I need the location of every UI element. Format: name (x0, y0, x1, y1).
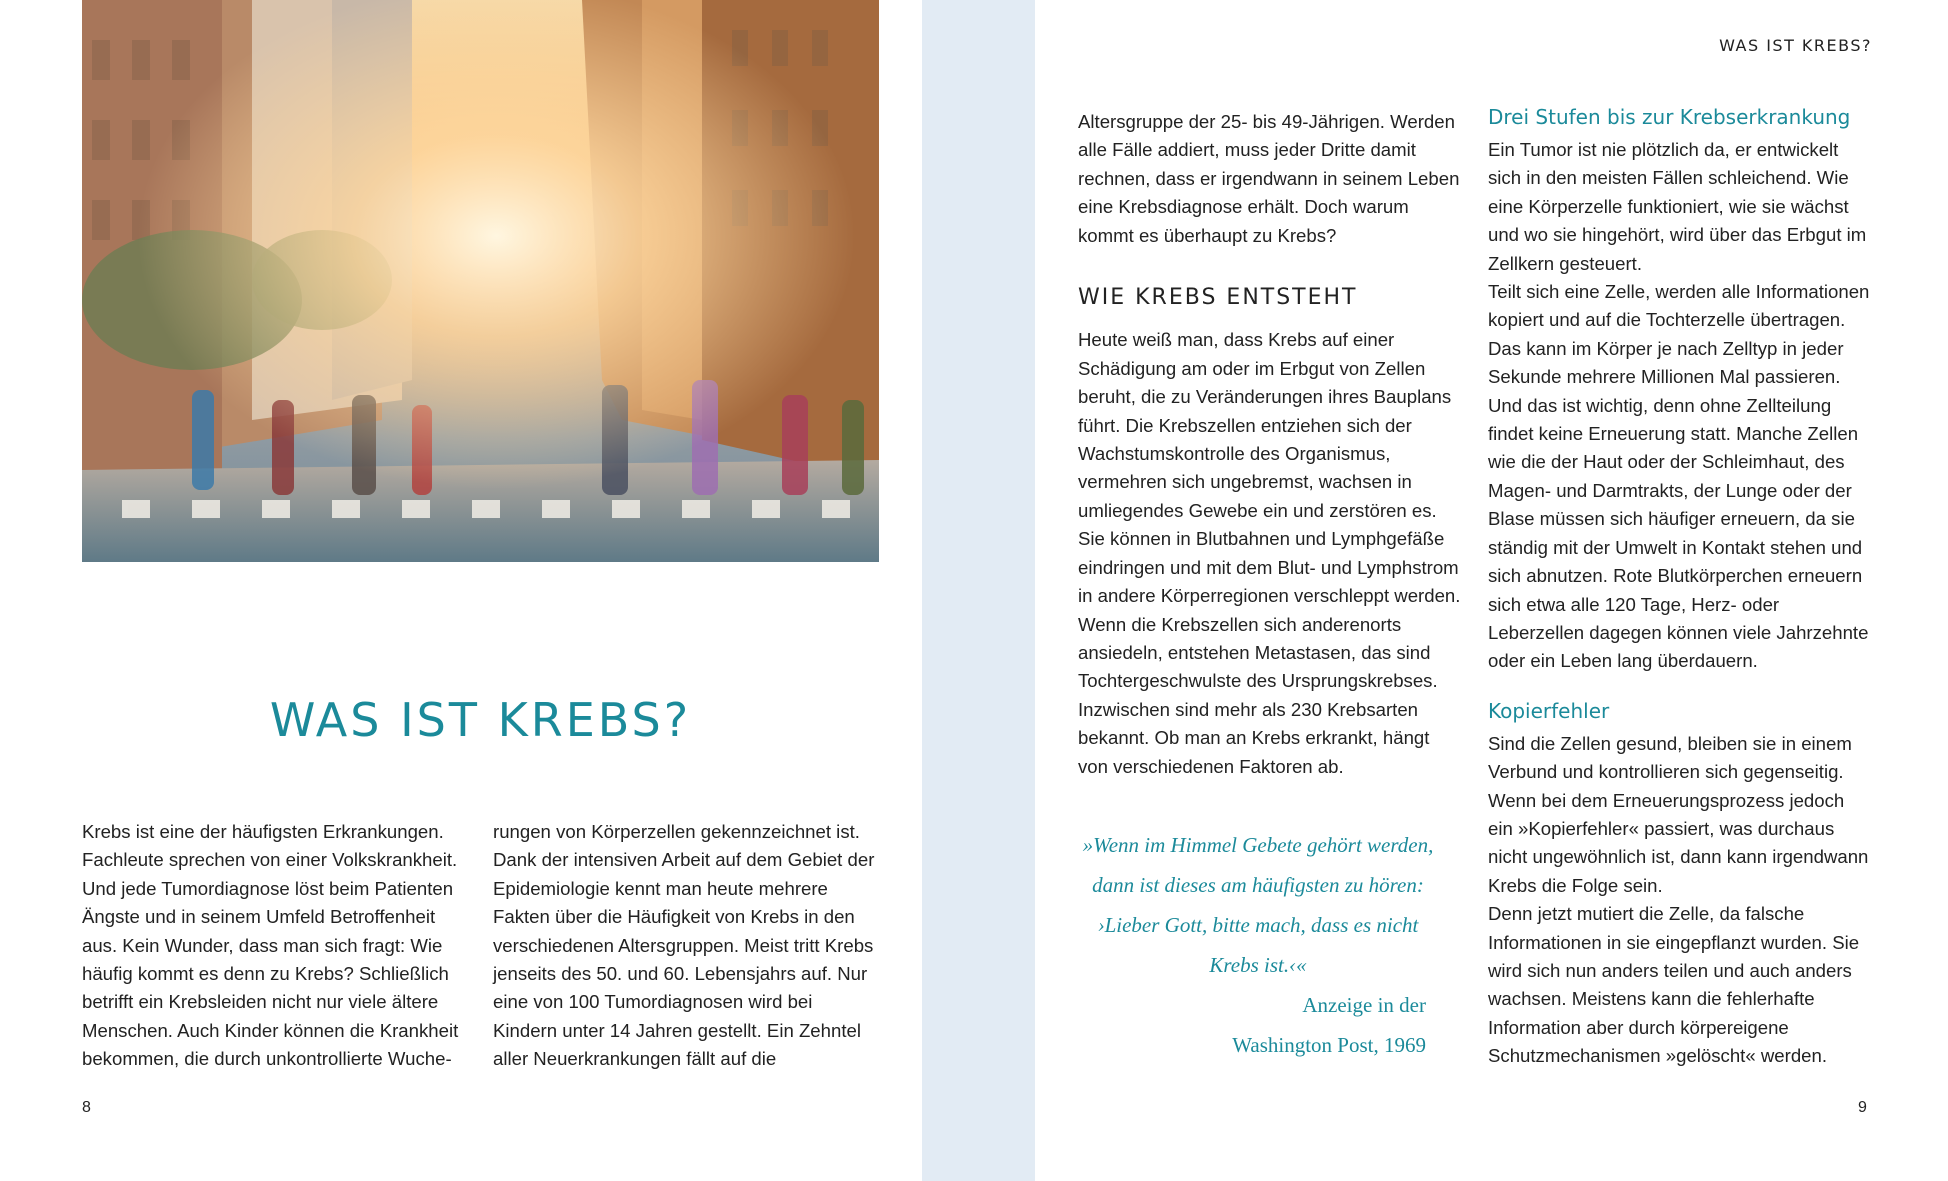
body-text: Heute weiß man, dass Krebs auf einer Schädigung am oder im Erbgut von Zellen beruht, die zu Veränderungen ihres Bauplans führt. Die Krebszellen entziehen sich der Wachstumskontrolle des Organismus, vermehren sich ungebremst, wachsen in umliegendes Gewebe ein und zerstören es. Sie können in Blutbahnen und Lymphgefäße eindringen und mit dem Blut- und Lymphstrom in andere Körperregionen verschleppt werden. (1078, 329, 1461, 607)
body-text: Denn jetzt mutiert die Zelle, da falsche Informationen in sie eingepflanzt wurden. Sie wird sich nun anders teilen und auch anders wachsen. Meistens kann die fehlerhafte Information aber durch körpereigene Schutzmechanismen »gelöscht« werden. (1488, 903, 1860, 1067)
pull-quote-source (1078, 985, 1426, 1065)
body-text: Teilt sich eine Zelle, werden alle Informationen kopiert und auf die Tochterzelle übertragen. Das kann im Körper je nach Zelltyp in jeder Sekunde mehrere Millionen Mal passieren. Und das ist wichtig, denn ohne Zellteilung findet keine Erneuerung statt. Manche Zellen wie die der Haut oder der Schleimhaut, des Magen- und Darmtrakts, der Lunge oder der Blase müssen sich häufiger erneuern, da sie ständig mit der Umwelt in Kontakt stehen und sich abnutzen. Rote Blutkörperchen erneuern sich etwa alle 120 Tage, Herz- oder Leberzellen dagegen können viele Jahrzehnte oder ein Leben lang überdauern. (1488, 281, 1870, 672)
body-text: Ein Tumor ist nie plötzlich da, er entwickelt sich in den meisten Fällen schleichend. Wie eine Körperzelle funktioniert, wie sie wächst und wo sie hingehört, wird über das Erbgut im Zellkern gesteuert. (1488, 139, 1867, 274)
page-gutter (922, 0, 1035, 1181)
body-text: Sind die Zellen gesund, bleiben sie in einem Verbund und kontrollieren sich gegenseitig. Wenn bei dem Erneuerungsprozess jedoch ein »Kopierfehler« passiert, was durchaus nicht ungewöhnlich ist, dann kann irgendwann Krebs die Folge sein. (1488, 732, 1869, 896)
quote-source-line: Anzeige in der (1302, 993, 1426, 1017)
quote-source-line: Washington Post, 1969 (1232, 1033, 1426, 1057)
body-text: Altersgruppe der 25- bis 49-Jährigen. Werden alle Fälle addiert, muss jeder Dritte damit rechnen, dass er irgendwann in seinem Leben eine Krebsdiagnose erhält. Doch warum kommt es überhaupt zu Krebs? (1078, 111, 1460, 246)
chapter-title: WAS IST KREBS? (269, 692, 692, 747)
body-text: Krebs ist eine der häufigsten Erkrankungen. Fachleute sprechen von einer Volkskrankheit. Und jede Tumordiagnose löst beim Patienten Ängste und in seinem Umfeld Betroffenheit aus. Kein Wunder, dass man sich fragt: Wie häufig kommt es denn zu Krebs? Schließlich betrifft ein Krebsleiden nicht nur viele ältere Menschen. Auch Kinder können die Krankheit bekommen, die durch unkontrollierte Wuche- (82, 821, 459, 1070)
page-number-left: 8 (82, 1099, 91, 1116)
body-text: Wenn die Krebszellen sich anderenorts ansiedeln, entstehen Metastasen, das sind Tochtergeschwulste des Ursprungskrebses. Inzwischen sind mehr als 230 Krebsarten bekannt. Ob man an Krebs erkrankt, hängt von verschiedenen Faktoren ab. (1078, 613, 1438, 777)
left-column-2 (493, 818, 878, 1074)
street-crossing-photo (82, 0, 879, 562)
page-number-right: 9 (1858, 1099, 1867, 1116)
left-column-1 (82, 818, 467, 1074)
section-heading: WIE KREBS ENTSTEHT (1078, 285, 1358, 311)
pull-quote: »Wenn im Himmel Gebete gehört werden, dann ist dieses am häufigsten zu hören: ›Lieber Gott, bitte mach, dass es nicht Krebs ist.‹« (1082, 833, 1434, 977)
running-head: WAS IST KREBS? (1719, 36, 1872, 55)
body-text: rungen von Körperzellen gekennzeichnet ist. Dank der intensiven Arbeit auf dem Gebiet der Epidemiologie kennt man heute mehrere Fakten über die Häufigkeit von Krebs in den verschiedenen Altersgruppen. Meist tritt Krebs jenseits des 50. und 60. Lebensjahrs auf. Nur eine von 100 Tumordiagnosen wird bei Kindern unter 14 Jahren gestellt. Ein Zehntel aller Neuerkrankungen fällt auf die (493, 821, 875, 1070)
right-column-2 (1488, 102, 1873, 1071)
photo-illustration (82, 0, 879, 562)
right-column-1 (1078, 108, 1463, 781)
subheading: Drei Stufen bis zur Krebserkrankung (1488, 105, 1851, 129)
subheading: Kopierfehler (1488, 698, 1610, 723)
